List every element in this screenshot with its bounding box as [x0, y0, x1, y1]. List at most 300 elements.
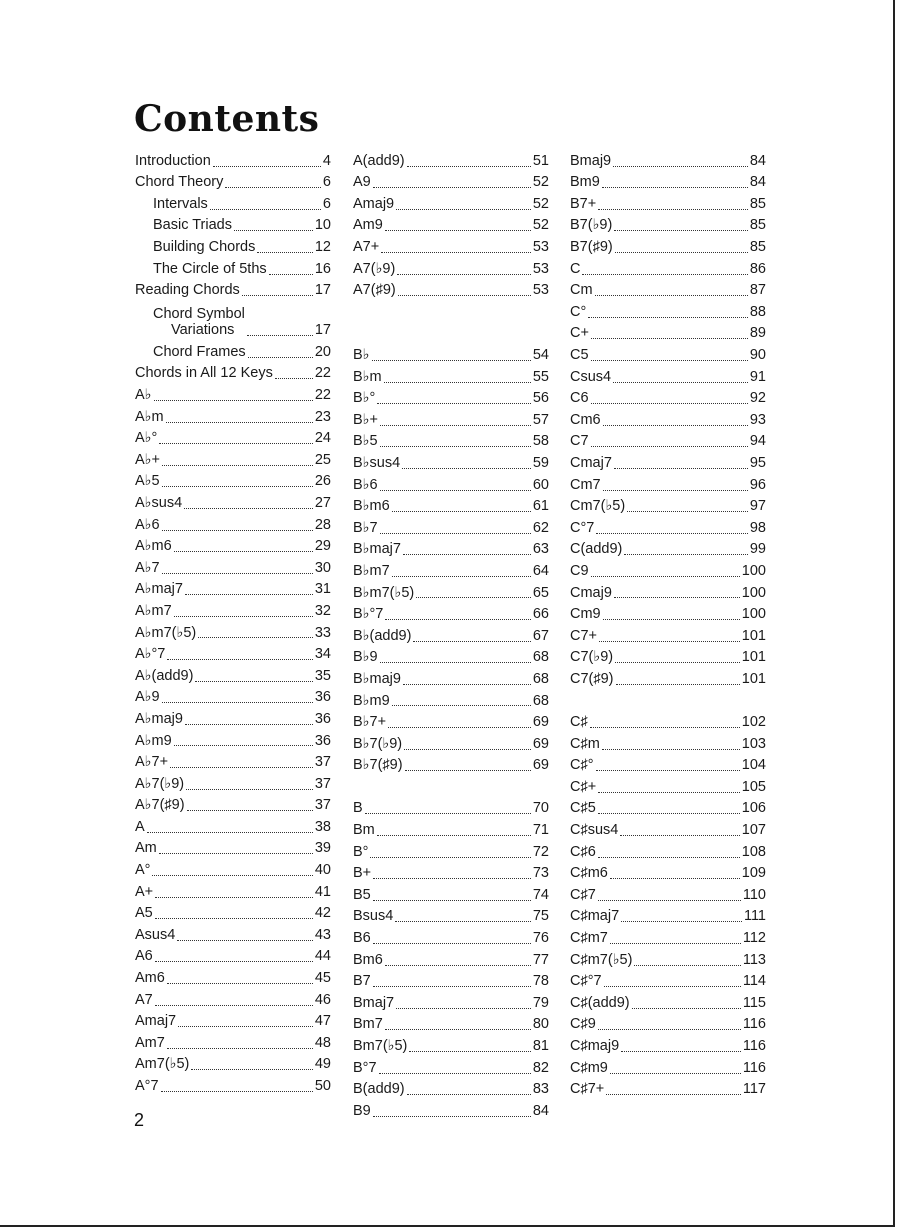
toc-entry-page: 81 [532, 1038, 549, 1054]
toc-entry[interactable] [570, 148, 766, 170]
toc-entry[interactable] [570, 882, 766, 904]
toc-entry-page: 51 [532, 152, 549, 169]
dot-leader [403, 684, 531, 685]
dot-leader [380, 425, 531, 426]
toc-entry[interactable] [353, 753, 549, 775]
toc-entry-label: C♯9 [570, 1016, 596, 1033]
toc-entry[interactable] [353, 969, 549, 991]
dot-leader [186, 789, 313, 790]
toc-entry[interactable] [135, 404, 331, 426]
toc-entry[interactable] [570, 601, 766, 623]
toc-entry-page: 49 [314, 1056, 331, 1073]
toc-entry-page: 40 [314, 862, 331, 879]
toc-entry[interactable] [135, 382, 331, 404]
dot-leader [159, 853, 313, 854]
toc-entry[interactable] [570, 299, 766, 321]
toc-entry-page: 4 [322, 152, 331, 169]
toc-entry-page: 99 [749, 541, 766, 558]
toc-entry-label: Bmaj7 [353, 994, 395, 1011]
dot-leader [403, 554, 531, 555]
toc-entry[interactable] [353, 278, 549, 300]
toc-entry-label: A° [135, 862, 151, 879]
toc-entry-label: C°7 [570, 519, 595, 536]
toc-entry-page: 52 [532, 195, 549, 212]
dot-leader [373, 187, 531, 188]
dot-leader [167, 983, 313, 984]
toc-entry[interactable] [570, 278, 766, 300]
dot-leader [603, 619, 740, 620]
dot-leader [225, 187, 321, 188]
toc-entry-page: 68 [532, 649, 549, 666]
toc-entry[interactable] [135, 857, 331, 879]
dot-leader [234, 230, 313, 231]
dot-leader [174, 745, 313, 746]
toc-entry[interactable] [135, 1052, 331, 1074]
toc-entry[interactable] [570, 494, 766, 516]
toc-entry[interactable] [570, 645, 766, 667]
toc-entry-label: A♭sus4 [135, 494, 183, 511]
toc-entry-label-line1: Chord Symbol [153, 306, 245, 323]
dot-leader [178, 1026, 313, 1027]
toc-entry-page: 69 [532, 757, 549, 774]
toc-entry[interactable] [353, 623, 549, 645]
toc-entry[interactable] [570, 969, 766, 991]
toc-entry-page: 62 [532, 519, 549, 536]
toc-entry-label: Building Chords [153, 239, 256, 256]
toc-entry-page: 77 [532, 951, 549, 968]
toc-entry-label: B♭7(♭9) [353, 735, 403, 752]
toc-entry-label: B♭° [353, 390, 376, 407]
toc-entry-page: 60 [532, 476, 549, 493]
toc-entry-label: B9 [353, 1102, 371, 1119]
toc-entry[interactable] [353, 1012, 549, 1034]
toc-entry[interactable] [570, 191, 766, 213]
toc-entry-page: 54 [532, 347, 549, 363]
toc-entry[interactable] [570, 450, 766, 472]
toc-entry[interactable] [353, 494, 549, 516]
toc-entry[interactable] [353, 666, 549, 688]
dot-leader [155, 1005, 313, 1006]
toc-entry[interactable] [135, 749, 331, 771]
toc-entry[interactable] [135, 922, 331, 944]
toc-entry-page: 24 [314, 430, 331, 447]
toc-entry-page: 65 [532, 584, 549, 601]
dot-leader [373, 1116, 531, 1117]
toc-entry[interactable] [570, 1077, 766, 1099]
toc-entry-label: A°7 [135, 1078, 159, 1094]
dot-leader [170, 767, 313, 768]
toc-entry-label: B♭m7(♭5) [353, 584, 415, 601]
toc-entry-page: 110 [742, 886, 766, 903]
dot-leader [269, 274, 313, 275]
toc-entry-label: Cmaj9 [570, 584, 612, 601]
toc-entry-label: C5 [570, 347, 589, 363]
toc-entry-page: 83 [532, 1081, 549, 1098]
toc-entry[interactable] [353, 709, 549, 731]
dot-leader [152, 875, 312, 876]
toc-entry-page: 37 [314, 775, 331, 792]
toc-entry-label: B♭7 [353, 519, 378, 536]
toc-entry[interactable] [353, 1098, 549, 1120]
toc-entry[interactable] [353, 429, 549, 451]
toc-entry[interactable] [353, 796, 549, 818]
dot-leader [155, 961, 313, 962]
section-spacer [570, 688, 766, 710]
toc-entry[interactable] [135, 361, 331, 383]
toc-entry[interactable] [353, 601, 549, 623]
toc-entry-label: C♯°7 [570, 973, 602, 990]
dot-leader [416, 597, 531, 598]
toc-entry[interactable] [135, 490, 331, 512]
toc-entry[interactable] [570, 580, 766, 602]
toc-entry[interactable] [570, 256, 766, 278]
toc-entry[interactable] [135, 706, 331, 728]
toc-entry-label: Chords in All 12 Keys [135, 365, 273, 382]
toc-entry-page: 31 [314, 581, 331, 598]
dot-leader [407, 1094, 531, 1095]
toc-entry[interactable] [570, 321, 766, 343]
toc-entry[interactable] [353, 515, 549, 537]
toc-entry-page: 112 [742, 930, 766, 947]
dot-leader [257, 252, 312, 253]
dot-leader [379, 1073, 531, 1074]
toc-entry[interactable] [135, 191, 331, 213]
toc-entry[interactable] [570, 472, 766, 494]
toc-entry[interactable] [570, 861, 766, 883]
toc-entry-label: A♭m [135, 408, 164, 425]
toc-entry[interactable] [135, 663, 331, 685]
dot-leader [247, 335, 313, 336]
dot-leader [381, 252, 531, 253]
toc-entry[interactable] [570, 213, 766, 235]
toc-entry-page: 114 [742, 973, 766, 990]
toc-entry-page: 92 [749, 390, 766, 407]
toc-entry[interactable] [353, 1055, 549, 1077]
dot-leader [248, 357, 313, 358]
dot-leader [370, 857, 530, 858]
toc-entry-label: C7(♭9) [570, 649, 614, 666]
toc-entry[interactable] [570, 1033, 766, 1055]
toc-entry-page: 97 [749, 498, 766, 515]
toc-entry[interactable] [353, 407, 549, 429]
toc-entry[interactable] [135, 426, 331, 448]
toc-entry[interactable] [570, 515, 766, 537]
toc-entry-page: 84 [532, 1102, 549, 1119]
toc-entry-page: 64 [532, 562, 549, 579]
dot-leader [614, 597, 740, 598]
toc-entry-page: 46 [314, 991, 331, 1008]
toc-entry-label: Cm7 [570, 476, 601, 493]
toc-entry-label: B♭+ [353, 411, 378, 428]
toc-entry[interactable] [135, 771, 331, 793]
toc-entry-page: 27 [314, 494, 331, 511]
toc-entry-page: 104 [741, 757, 766, 774]
toc-entry[interactable] [353, 731, 549, 753]
toc-entry-page: 102 [741, 714, 766, 731]
toc-entry-label: A♭°7 [135, 646, 166, 663]
toc-entry-label: C♯sus4 [570, 822, 619, 839]
dot-leader [591, 338, 748, 339]
toc-entry-label: B° [353, 843, 369, 860]
toc-entry-label: A7 [135, 991, 153, 1008]
toc-entry-label: A6 [135, 948, 153, 965]
toc-entry[interactable] [570, 558, 766, 580]
toc-entry[interactable] [353, 450, 549, 472]
toc-entry-page: 89 [749, 325, 766, 342]
toc-entry[interactable] [135, 879, 331, 901]
toc-entry[interactable] [353, 364, 549, 386]
toc-entry[interactable] [135, 901, 331, 923]
toc-entry[interactable] [135, 213, 331, 235]
toc-entry[interactable] [135, 1009, 331, 1031]
toc-entry-label: A♭m6 [135, 538, 172, 555]
toc-entry[interactable] [135, 641, 331, 663]
toc-entry-page: 6 [322, 174, 331, 191]
toc-entry[interactable] [353, 537, 549, 559]
dot-leader [372, 360, 531, 361]
toc-entry-page: 70 [532, 800, 549, 817]
toc-entry[interactable] [353, 580, 549, 602]
toc-entry[interactable] [570, 904, 766, 926]
toc-entry[interactable] [570, 990, 766, 1012]
toc-entry[interactable] [570, 170, 766, 192]
dot-leader [162, 465, 313, 466]
toc-entry[interactable] [353, 688, 549, 710]
toc-entry[interactable] [135, 685, 331, 707]
toc-entry[interactable] [353, 558, 549, 580]
dot-leader [615, 662, 740, 663]
dot-leader [621, 1051, 741, 1052]
toc-entry-page: 41 [314, 883, 331, 900]
toc-entry[interactable] [570, 1055, 766, 1077]
toc-entry[interactable] [135, 814, 331, 836]
dot-leader [388, 727, 531, 728]
toc-entry[interactable] [135, 339, 331, 361]
toc-entry-page: 45 [314, 970, 331, 987]
toc-entry-label: Cm9 [570, 606, 601, 623]
toc-entry[interactable] [353, 861, 549, 883]
toc-entry-page: 108 [741, 843, 766, 860]
dot-leader [385, 619, 530, 620]
toc-entry-page: 86 [749, 260, 766, 277]
toc-entry-page: 38 [314, 818, 331, 835]
toc-entry[interactable] [353, 882, 549, 904]
toc-entry-page: 82 [532, 1059, 549, 1076]
toc-entry-label: Bm7 [353, 1016, 383, 1033]
toc-entry[interactable] [570, 753, 766, 775]
toc-entry-label: B°7 [353, 1059, 377, 1076]
dot-leader [373, 900, 531, 901]
dot-leader [373, 986, 531, 987]
toc-entry-label: A5 [135, 905, 153, 922]
toc-entry-label: A♭7(♭9) [135, 775, 185, 792]
toc-entry-label: C7 [570, 433, 589, 450]
dot-leader [582, 274, 747, 275]
toc-entry-label: Bm9 [570, 174, 600, 191]
toc-entry-label: C♯m [570, 735, 600, 752]
dot-leader [185, 724, 313, 725]
toc-column-3 [570, 148, 766, 1098]
dot-leader [632, 1008, 741, 1009]
toc-entry[interactable] [570, 666, 766, 688]
toc-entry-label: C+ [570, 325, 589, 342]
dot-leader [154, 400, 313, 401]
toc-entry-page: 50 [314, 1078, 331, 1094]
toc-entry-label: A♭° [135, 430, 158, 447]
toc-entry[interactable] [570, 709, 766, 731]
toc-entry-page: 71 [532, 822, 549, 839]
toc-entry-label: C7+ [570, 627, 598, 644]
toc-entry-label: Bsus4 [353, 908, 394, 925]
toc-entry[interactable] [135, 447, 331, 469]
toc-entry-page: 113 [742, 951, 766, 968]
toc-entry-page: 87 [749, 282, 766, 299]
dot-leader [147, 832, 313, 833]
dot-leader [620, 835, 739, 836]
toc-entry[interactable] [353, 213, 549, 235]
dot-leader [397, 274, 531, 275]
toc-entry[interactable] [570, 386, 766, 408]
toc-entry-label: C♯maj9 [570, 1038, 620, 1054]
toc-entry[interactable] [135, 278, 331, 300]
toc-entry-page: 55 [532, 368, 549, 385]
toc-entry[interactable] [353, 386, 549, 408]
toc-entry[interactable] [353, 925, 549, 947]
toc-entry[interactable] [353, 170, 549, 192]
toc-entry[interactable] [353, 472, 549, 494]
toc-entry-label: Am9 [353, 217, 383, 234]
toc-entry[interactable] [570, 429, 766, 451]
toc-entry[interactable] [135, 598, 331, 620]
toc-entry-page: 29 [314, 538, 331, 555]
dot-leader [380, 533, 531, 534]
toc-entry[interactable] [353, 1077, 549, 1099]
toc-entry-page: 56 [532, 390, 549, 407]
toc-entry[interactable] [353, 148, 549, 170]
toc-entry-label: C♯(add9) [570, 994, 630, 1011]
toc-entry[interactable] [570, 925, 766, 947]
toc-entry-label: A♭m7 [135, 602, 172, 619]
toc-entry-page: 84 [749, 174, 766, 191]
toc-entry-label: A7+ [353, 239, 380, 256]
toc-entry[interactable] [570, 839, 766, 861]
toc-entry[interactable] [570, 234, 766, 256]
toc-entry[interactable] [135, 469, 331, 491]
toc-entry[interactable] [353, 947, 549, 969]
toc-entry[interactable] [570, 731, 766, 753]
dot-leader [185, 594, 313, 595]
toc-entry[interactable] [353, 904, 549, 926]
toc-entry[interactable] [135, 577, 331, 599]
toc-entry-label: C♯° [570, 757, 594, 774]
toc-entry-label: Cm6 [570, 411, 601, 428]
dot-leader [624, 554, 747, 555]
toc-entry-page: 85 [749, 195, 766, 212]
toc-entry-page: 22 [314, 365, 331, 382]
toc-entry-label: B7 [353, 973, 371, 990]
dot-leader [599, 641, 740, 642]
toc-entry[interactable] [135, 234, 331, 256]
toc-entry[interactable] [353, 839, 549, 861]
toc-entry[interactable] [135, 836, 331, 858]
toc-entry[interactable] [135, 1030, 331, 1052]
dot-leader [598, 209, 748, 210]
toc-entry-page: 98 [749, 519, 766, 536]
toc-entry[interactable] [135, 620, 331, 642]
toc-entry[interactable] [135, 256, 331, 278]
toc-entry[interactable] [570, 947, 766, 969]
toc-entry-page: 68 [532, 692, 549, 709]
toc-entry[interactable] [353, 234, 549, 256]
dot-leader [610, 1073, 741, 1074]
toc-entry[interactable] [353, 256, 549, 278]
toc-entry-label: B+ [353, 865, 372, 882]
toc-entry[interactable] [570, 796, 766, 818]
toc-entry[interactable] [570, 407, 766, 429]
toc-entry[interactable] [135, 170, 331, 192]
toc-entry-page: 37 [314, 797, 331, 814]
toc-entry-page: 32 [314, 602, 331, 619]
toc-entry-page: 103 [741, 735, 766, 752]
toc-entry[interactable] [570, 537, 766, 559]
toc-entry[interactable] [135, 555, 331, 577]
dot-leader [162, 702, 313, 703]
dot-leader [591, 403, 748, 404]
toc-entry[interactable] [135, 944, 331, 966]
toc-entry[interactable] [135, 1073, 331, 1095]
toc-entry[interactable] [570, 623, 766, 645]
toc-entry[interactable] [570, 342, 766, 364]
toc-entry-label: Bm7(♭5) [353, 1038, 408, 1054]
toc-entry-page: 68 [532, 670, 549, 687]
toc-entry[interactable] [570, 364, 766, 386]
dot-leader [627, 511, 748, 512]
toc-entry[interactable] [135, 534, 331, 556]
toc-entry[interactable] [353, 817, 549, 839]
toc-entry[interactable] [570, 1012, 766, 1034]
toc-entry-label: C♯m7(♭5) [570, 951, 633, 968]
toc-entry[interactable] [570, 817, 766, 839]
toc-entry[interactable] [353, 1033, 549, 1055]
toc-entry[interactable] [353, 990, 549, 1012]
dot-leader [191, 1069, 312, 1070]
toc-entry-label: B♭°7 [353, 606, 384, 623]
toc-entry-label: C6 [570, 390, 589, 407]
dot-leader [184, 508, 313, 509]
toc-entry[interactable] [353, 342, 549, 364]
toc-entry-page: 43 [314, 926, 331, 943]
toc-entry[interactable] [135, 299, 331, 339]
toc-entry-page: 93 [749, 411, 766, 428]
toc-entry[interactable] [135, 965, 331, 987]
toc-entry-label: The Circle of 5ths [153, 260, 267, 277]
toc-entry[interactable] [135, 148, 331, 170]
toc-entry[interactable] [135, 987, 331, 1009]
dot-leader [177, 940, 313, 941]
toc-entry-label: B♭6 [353, 476, 378, 493]
toc-entry[interactable] [353, 191, 549, 213]
toc-entry[interactable] [135, 728, 331, 750]
toc-entry[interactable] [570, 774, 766, 796]
toc-entry-page: 20 [314, 343, 331, 360]
toc-entry-page: 78 [532, 973, 549, 990]
toc-entry-label: C♯5 [570, 800, 596, 817]
toc-entry[interactable] [135, 793, 331, 815]
toc-entry[interactable] [135, 512, 331, 534]
toc-entry-label: B♭maj9 [353, 670, 401, 687]
toc-entry-page: 117 [742, 1081, 766, 1098]
toc-entry[interactable] [353, 645, 549, 667]
